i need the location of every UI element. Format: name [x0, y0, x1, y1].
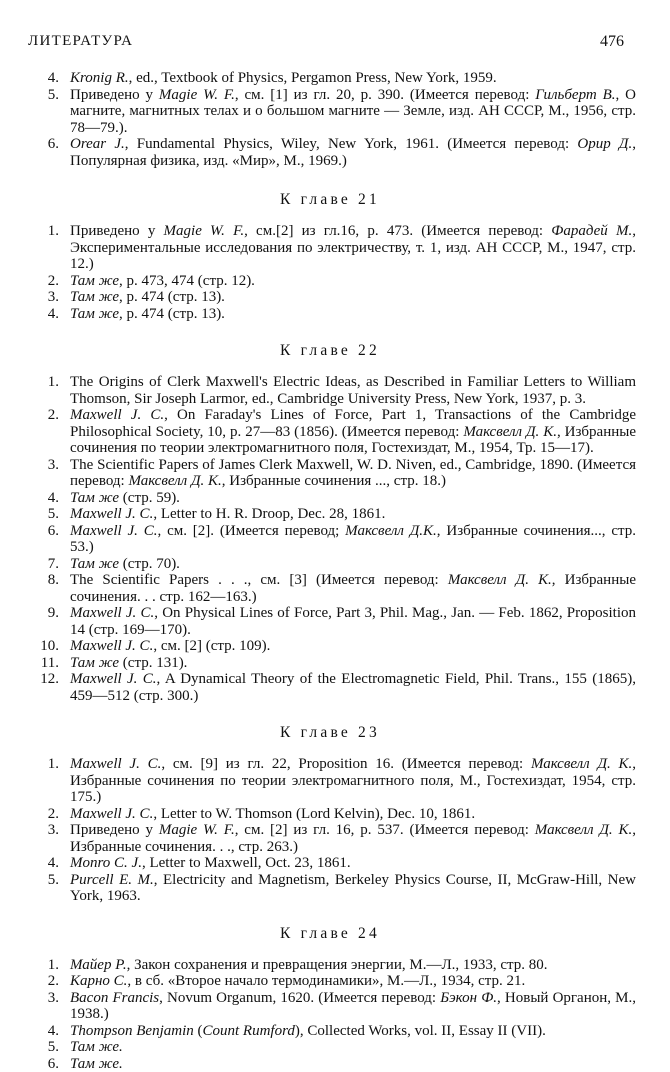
- reference-text: , Novum Organum, 1620. (Имеется перевод:: [159, 990, 440, 1006]
- reference-item: [24, 990, 636, 1023]
- reference-text: , Избранные сочинения ..., стр. 18.): [222, 473, 446, 489]
- reference-text: , см.[2] из гл.16, p. 473. (Имеется перевод:: [244, 223, 551, 239]
- reference-item: [24, 70, 636, 87]
- running-header-title: ЛИТЕРАТУРА: [28, 33, 133, 50]
- reference-item: [24, 1056, 636, 1072]
- reference-author: Magie W. F.: [159, 822, 235, 838]
- reference-item: [24, 806, 636, 823]
- reference-number: 2.: [24, 806, 59, 823]
- reference-item: [24, 289, 636, 306]
- reference-number: 3.: [24, 289, 59, 306]
- chapter-heading: К главе 22: [24, 342, 636, 360]
- reference-number: 10.: [24, 638, 59, 655]
- reference-author: Magie W. F.: [164, 223, 245, 239]
- reference-text: , Закон сохранения и превращения энергии, М.—Л., 1933, стр. 80.: [127, 957, 548, 973]
- reference-author: Карно С.: [70, 973, 127, 989]
- reference-text: , Fundamental Physics, Wiley, New York, 1961. (Имеется перевод:: [125, 136, 578, 152]
- reference-text: ), Collected Works, vol. II, Essay II (VII).: [295, 1023, 546, 1039]
- reference-author: Там же: [70, 490, 119, 506]
- reference-author: Maxwell J. C.: [70, 506, 153, 522]
- reference-number: 5.: [24, 87, 59, 104]
- reference-item: [24, 855, 636, 872]
- section-continuation: [24, 70, 636, 169]
- reference-author: Count Rumford: [203, 1023, 295, 1039]
- reference-author: Maxwell J. C.: [70, 638, 153, 654]
- reference-number: 9.: [24, 605, 59, 622]
- reference-text: , A Dynamical Theory of the Electromagnetic Field, Phil. Trans., 155 (1865), 459—512 (стр. 300.): [70, 671, 636, 704]
- reference-item: [24, 523, 636, 556]
- reference-item: [24, 1039, 636, 1056]
- reference-number: 1.: [24, 374, 59, 391]
- reference-text: , в сб. «Второе начало термодинамики», М.—Л., 1934, стр. 21.: [127, 973, 525, 989]
- chapter-section: [24, 191, 636, 322]
- reference-text: Приведено у: [70, 822, 159, 838]
- reference-number: 4.: [24, 855, 59, 872]
- reference-author: Максвелл Д. К.: [463, 424, 557, 440]
- reference-item: [24, 638, 636, 655]
- reference-author: Там же: [70, 655, 119, 671]
- reference-text: , см. [9] из гл. 22, Proposition 16. (Имеется перевод:: [161, 756, 531, 772]
- reference-number: 3.: [24, 990, 59, 1007]
- reference-text: , Letter to Maxwell, Oct. 23, 1861.: [142, 855, 351, 871]
- reference-item: [24, 273, 636, 290]
- reference-text: , ed., Textbook of Physics, Pergamon Press, New York, 1959.: [129, 70, 497, 86]
- reference-text: , p. 473, 474 (стр. 12).: [119, 273, 255, 289]
- reference-item: [24, 136, 636, 169]
- reference-author: Там же: [70, 556, 119, 572]
- reference-text: , Letter to H. R. Droop, Dec. 28, 1861.: [153, 506, 385, 522]
- chapter-heading: К главе 21: [24, 191, 636, 209]
- reference-number: 4.: [24, 1023, 59, 1040]
- reference-text: , On Faraday's Lines of Force, Part 1, Transactions of the Cambridge Philosophical Society, 10, p. 27—83 (1856). (Имеется перевод:: [70, 407, 636, 440]
- reference-author: Там же.: [70, 1056, 123, 1072]
- reference-item: [24, 872, 636, 905]
- reference-author: Maxwell J. C.: [70, 605, 154, 621]
- reference-number: 2.: [24, 973, 59, 990]
- reference-item: [24, 572, 636, 605]
- reference-author: Там же: [70, 289, 119, 305]
- chapter-section: [24, 724, 636, 905]
- reference-number: 4.: [24, 306, 59, 323]
- reference-text: , Популярная физика, изд. «Мир», М., 1969.): [70, 136, 636, 169]
- reference-author: Maxwell J. C.: [70, 806, 153, 822]
- reference-number: 3.: [24, 457, 59, 474]
- reference-text: , О магните, магнитных телах и о большом магните — Земле, изд. АН СССР, М., 1956, стр. 78—79.).: [70, 87, 636, 136]
- page-number: 476: [600, 33, 624, 51]
- reference-author: Гильберт В.: [535, 87, 615, 103]
- reference-item: [24, 671, 636, 704]
- reference-author: Maxwell J. C.: [70, 523, 157, 539]
- reference-text: , Electricity and Magnetism, Berkeley Physics Course, II, McGraw-Hill, New York, 1963.: [70, 872, 636, 905]
- reference-text: The Scientific Papers . . ., см. [3] (Имеется перевод:: [70, 572, 448, 588]
- reference-text: , Экспериментальные исследования по электричеству, т. 1, изд. АН СССР, М., 1947, стр. 12.): [70, 223, 636, 272]
- reference-author: Максвелл Д. К.: [531, 756, 632, 772]
- reference-text: Приведено у: [70, 87, 159, 103]
- reference-text: , см. [2]. (Имеется перевод;: [157, 523, 345, 539]
- reference-item: [24, 506, 636, 523]
- reference-number: 2.: [24, 273, 59, 290]
- reference-text: , p. 474 (стр. 13).: [119, 289, 225, 305]
- reference-number: 3.: [24, 822, 59, 839]
- reference-item: [24, 556, 636, 573]
- reference-text: , Избранные сочинения по теории электромагнитного поля, Гостехиздат, М., 1954, Тр. 15—17).: [70, 424, 636, 457]
- reference-author: Thompson Benjamin: [70, 1023, 194, 1039]
- reference-text: , p. 474 (стр. 13).: [119, 306, 225, 322]
- reference-text: The Origins of Clerk Maxwell's Electric Ideas, as Described in Familiar Letters to William Thomson, Sir Joseph Larmor, ed., Cambridge University Press, New York, 1937, p. 3.: [70, 374, 636, 407]
- reference-author: Орир Д.: [577, 136, 632, 152]
- reference-text: (стр. 59).: [119, 490, 180, 506]
- reference-item: [24, 457, 636, 490]
- reference-author: Там же: [70, 273, 119, 289]
- reference-number: 1.: [24, 223, 59, 240]
- reference-text: , Избранные сочинения. . . стр. 162—163.): [70, 572, 636, 605]
- reference-list: [24, 70, 636, 1072]
- reference-author: Максвелл Д.К.: [345, 523, 437, 539]
- reference-item: [24, 374, 636, 407]
- reference-author: Там же: [70, 306, 119, 322]
- reference-item: [24, 407, 636, 457]
- reference-number: 8.: [24, 572, 59, 589]
- reference-author: Максвелл Д. К.: [128, 473, 221, 489]
- reference-number: 6.: [24, 523, 59, 540]
- reference-text: , см. [2] (стр. 109).: [153, 638, 270, 654]
- reference-number: 1.: [24, 756, 59, 773]
- reference-number: 4.: [24, 70, 59, 87]
- reference-number: 7.: [24, 556, 59, 573]
- reference-item: [24, 490, 636, 507]
- reference-number: 2.: [24, 407, 59, 424]
- reference-author: Purcell E. M.: [70, 872, 154, 888]
- reference-text: , Избранные сочинения..., стр. 53.): [70, 523, 636, 556]
- reference-text: , Letter to W. Thomson (Lord Kelvin), Dec. 10, 1861.: [153, 806, 475, 822]
- reference-text: (стр. 131).: [119, 655, 187, 671]
- reference-number: 5.: [24, 506, 59, 523]
- reference-text: , Новый Органон, М., 1938.): [70, 990, 636, 1023]
- reference-text: (стр. 70).: [119, 556, 180, 572]
- reference-author: Там же.: [70, 1039, 123, 1055]
- reference-text: , On Physical Lines of Force, Part 3, Phil. Mag., Jan. — Feb. 1862, Proposition 14 (стр. 169—170).: [70, 605, 636, 638]
- reference-item: [24, 822, 636, 855]
- reference-number: 11.: [24, 655, 59, 672]
- reference-author: Maxwell J. C.: [70, 407, 164, 423]
- reference-item: [24, 655, 636, 672]
- reference-item: [24, 223, 636, 273]
- reference-author: Максвелл Д. К.: [535, 822, 632, 838]
- reference-number: 5.: [24, 1039, 59, 1056]
- reference-author: Майер Р.: [70, 957, 127, 973]
- reference-item: [24, 87, 636, 137]
- reference-text: , Избранные сочинения по теории электромагнитного поля, М., Гостехиздат, 1954, стр. 175.): [70, 756, 636, 805]
- reference-text: The Scientific Papers of James Clerk Maxwell, W. D. Niven, ed., Cambridge, 1890. (Имеется перевод:: [70, 457, 636, 490]
- reference-item: [24, 306, 636, 323]
- reference-author: Kronig R.: [70, 70, 129, 86]
- reference-author: Фарадей М.: [551, 223, 632, 239]
- reference-text: Приведено у: [70, 223, 164, 239]
- reference-text: (: [194, 1023, 203, 1039]
- reference-text: , см. [1] из гл. 20, p. 390. (Имеется перевод:: [235, 87, 535, 103]
- reference-number: 6.: [24, 1056, 59, 1072]
- reference-author: Maxwell J. C.: [70, 756, 161, 772]
- reference-number: 12.: [24, 671, 59, 688]
- reference-item: [24, 973, 636, 990]
- reference-author: Bacon Francis: [70, 990, 159, 1006]
- reference-item: [24, 605, 636, 638]
- reference-author: Magie W. F.: [159, 87, 235, 103]
- reference-author: Бэкон Ф.: [440, 990, 497, 1006]
- reference-number: 6.: [24, 136, 59, 153]
- chapter-section: [24, 925, 636, 1072]
- reference-number: 1.: [24, 957, 59, 974]
- chapter-heading: К главе 24: [24, 925, 636, 943]
- reference-text: , см. [2] из гл. 16, p. 537. (Имеется перевод:: [235, 822, 535, 838]
- reference-number: 5.: [24, 872, 59, 889]
- reference-text: , Избранные сочинения. . ., стр. 263.): [70, 822, 636, 855]
- chapter-heading: К главе 23: [24, 724, 636, 742]
- reference-item: [24, 756, 636, 806]
- reference-author: Monro C. J.: [70, 855, 142, 871]
- chapter-sections: [24, 191, 636, 1072]
- reference-author: Максвелл Д. К.: [448, 572, 552, 588]
- reference-author: Maxwell J. C.: [70, 671, 157, 687]
- chapter-section: [24, 342, 636, 704]
- reference-number: 4.: [24, 490, 59, 507]
- reference-item: [24, 1023, 636, 1040]
- reference-author: Orear J.: [70, 136, 125, 152]
- reference-item: [24, 957, 636, 974]
